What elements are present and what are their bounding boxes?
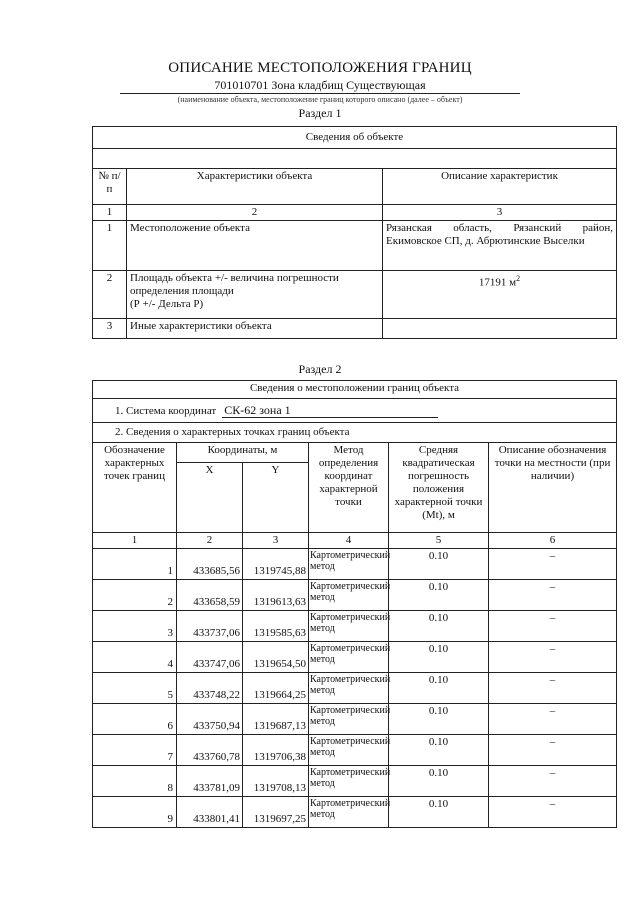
head-mt: Средняя квадратическая погрешность положения характерной точки (Mt), м — [389, 443, 489, 533]
point-mt: 0.10 — [389, 549, 489, 580]
col-header-char: Характеристики объекта — [127, 169, 383, 205]
coord-x: 433737,06 — [177, 611, 243, 642]
object-caption: (наименование объекта, местоположение границ которого описано (далее – объект) — [177, 95, 463, 104]
point-number: 6 — [93, 704, 177, 735]
table-row — [93, 735, 617, 766]
index-cell: 2 — [177, 533, 243, 549]
point-mt: 0.10 — [389, 766, 489, 797]
index-cell: 3 — [243, 533, 309, 549]
object-name: 701010701 Зона кладбищ Существующая — [214, 78, 426, 92]
underline — [120, 93, 520, 94]
row-num: 1 — [93, 221, 127, 271]
head-y: Y — [243, 463, 309, 533]
coord-system-row: 1. Система координат СК-62 зона 1 — [93, 399, 617, 423]
table-row — [93, 319, 617, 339]
table-row — [93, 221, 617, 271]
coord-x: 433685,56 — [177, 549, 243, 580]
coord-system-value: СК-62 зона 1 — [222, 404, 438, 418]
point-method: Картометрический метод — [309, 766, 389, 797]
coord-x: 433748,22 — [177, 673, 243, 704]
coord-y: 1319697,25 — [243, 797, 309, 828]
index-cell: 3 — [383, 205, 617, 221]
point-number: 1 — [93, 549, 177, 580]
section-2-heading: Раздел 2 — [298, 362, 342, 376]
table-row — [93, 271, 617, 319]
point-number: 3 — [93, 611, 177, 642]
row-desc: 17191 $м^2$ — [383, 271, 617, 319]
document-title: ОПИСАНИЕ МЕСТОПОЛОЖЕНИЯ ГРАНИЦ — [168, 60, 472, 76]
coord-y: 1319613,63 — [243, 580, 309, 611]
coord-y: 1319708,13 — [243, 766, 309, 797]
coord-x: 433760,78 — [177, 735, 243, 766]
point-method: Картометрический метод — [309, 580, 389, 611]
point-number: 9 — [93, 797, 177, 828]
point-desc: – — [489, 704, 617, 735]
point-number: 2 — [93, 580, 177, 611]
point-mt: 0.10 — [389, 611, 489, 642]
index-cell: 1 — [93, 533, 177, 549]
points-label: 2. Сведения о характерных точках границ объекта — [93, 423, 617, 443]
table-row — [93, 766, 617, 797]
point-method: Картометрический метод — [309, 673, 389, 704]
point-desc: – — [489, 580, 617, 611]
point-method: Картометрический метод — [309, 704, 389, 735]
point-desc: – — [489, 642, 617, 673]
coord-x: 433750,94 — [177, 704, 243, 735]
coord-x: 433747,06 — [177, 642, 243, 673]
point-mt: 0.10 — [389, 642, 489, 673]
head-method: Метод определения координат характерной точки — [309, 443, 389, 533]
row-desc — [383, 319, 617, 339]
point-mt: 0.10 — [389, 673, 489, 704]
table-row — [93, 673, 617, 704]
point-desc: – — [489, 766, 617, 797]
section-1-heading: Раздел 1 — [298, 106, 342, 120]
point-desc: – — [489, 673, 617, 704]
row-char: Местоположение объекта — [127, 221, 383, 271]
point-mt: 0.10 — [389, 797, 489, 828]
point-method: Картометрический метод — [309, 611, 389, 642]
coord-y: 1319585,63 — [243, 611, 309, 642]
point-desc: – — [489, 611, 617, 642]
point-desc: – — [489, 735, 617, 766]
point-desc: – — [489, 549, 617, 580]
coord-x: 433781,09 — [177, 766, 243, 797]
table-row — [93, 611, 617, 642]
point-mt: 0.10 — [389, 580, 489, 611]
head-x: X — [177, 463, 243, 533]
head-desc: Описание обозначения точки на местности (при наличии) — [489, 443, 617, 533]
coord-y: 1319687,13 — [243, 704, 309, 735]
point-method: Картометрический метод — [309, 549, 389, 580]
coord-y: 1319706,38 — [243, 735, 309, 766]
point-desc: – — [489, 797, 617, 828]
table-row — [93, 797, 617, 828]
point-method: Картометрический метод — [309, 642, 389, 673]
head-point: Обозначение характерных точек границ — [93, 443, 177, 533]
row-char: Площадь объекта +/- величина погрешности определения площади (Р +/- Дельта Р) — [127, 271, 383, 319]
table-row — [93, 580, 617, 611]
table-row — [93, 642, 617, 673]
index-cell: 1 — [93, 205, 127, 221]
row-char: Иные характеристики объекта — [127, 319, 383, 339]
point-number: 5 — [93, 673, 177, 704]
coord-y: 1319654,50 — [243, 642, 309, 673]
head-coords: Координаты, м — [177, 443, 309, 463]
row-desc: Рязанская область, Рязанский район, Екимовское СП, д. Абрютинские Выселки — [383, 221, 617, 271]
point-method: Картометрический метод — [309, 735, 389, 766]
point-method: Картометрический метод — [309, 797, 389, 828]
table-row — [93, 549, 617, 580]
coord-y: 1319745,88 — [243, 549, 309, 580]
col-header-desc: Описание характеристик — [383, 169, 617, 205]
coord-x: 433801,41 — [177, 797, 243, 828]
point-number: 8 — [93, 766, 177, 797]
point-mt: 0.10 — [389, 704, 489, 735]
table-title: Сведения о местоположении границ объекта — [93, 381, 617, 399]
row-num: 3 — [93, 319, 127, 339]
index-cell: 4 — [309, 533, 389, 549]
coord-y: 1319664,25 — [243, 673, 309, 704]
object-info-table — [92, 126, 617, 339]
index-cell: 6 — [489, 533, 617, 549]
index-cell: 5 — [389, 533, 489, 549]
empty-row — [93, 149, 617, 169]
row-num: 2 — [93, 271, 127, 319]
coord-x: 433658,59 — [177, 580, 243, 611]
col-header-num: № п/п — [93, 169, 127, 205]
point-number: 7 — [93, 735, 177, 766]
table-title: Сведения об объекте — [93, 127, 617, 149]
boundary-table — [92, 380, 617, 828]
table-row — [93, 704, 617, 735]
point-number: 4 — [93, 642, 177, 673]
index-cell: 2 — [127, 205, 383, 221]
point-mt: 0.10 — [389, 735, 489, 766]
